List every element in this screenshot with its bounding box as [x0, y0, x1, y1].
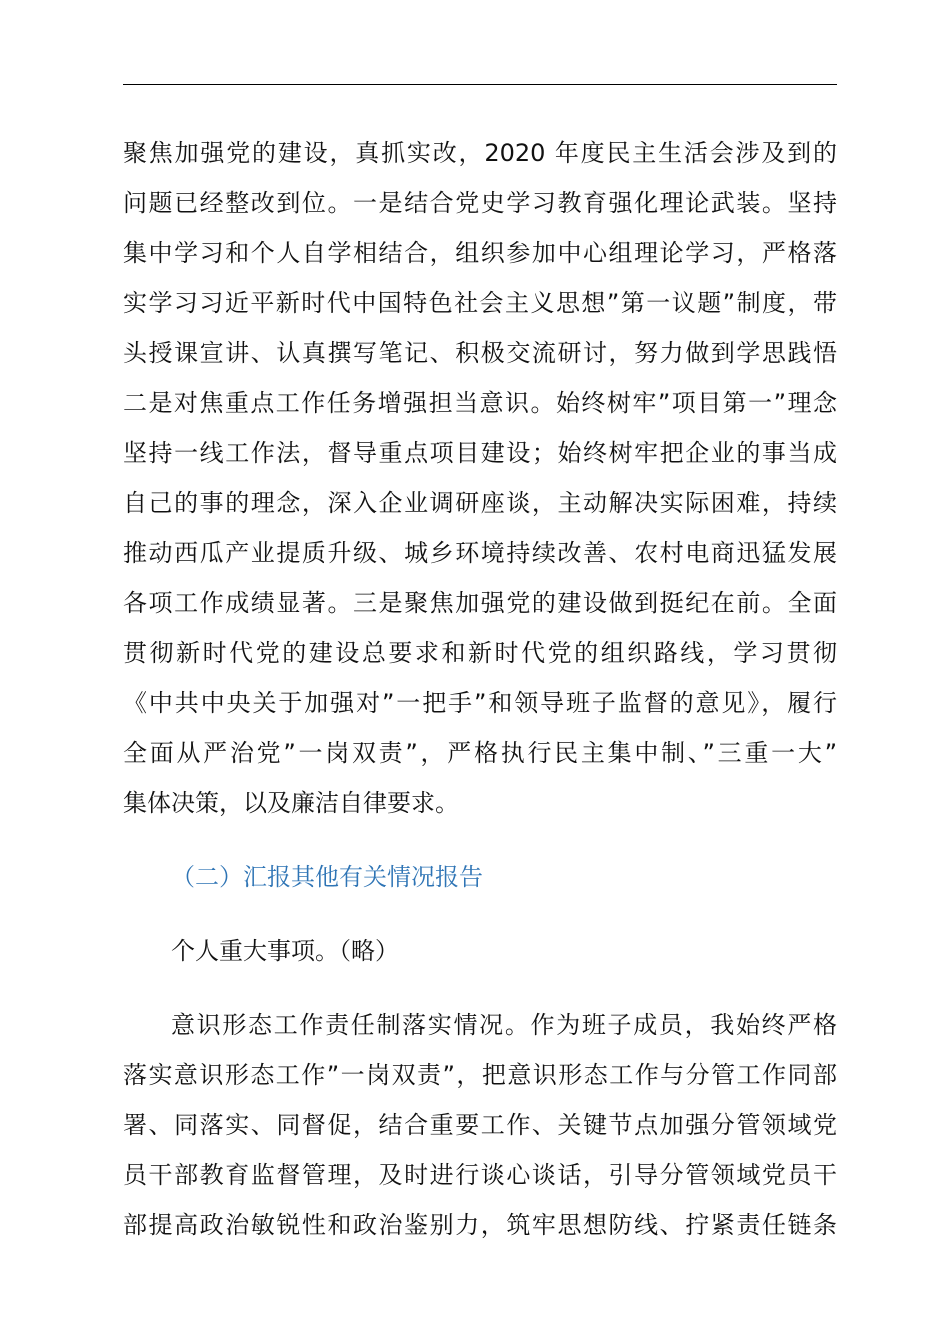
header-rule — [123, 84, 837, 85]
text-line: 部提高政治敏锐性和政治鉴别力，筑牢思想防线、拧紧责任链条 — [123, 1211, 837, 1239]
document-body — [123, 128, 837, 1250]
text-line: 意识形态工作责任制落实情况。作为班子成员，我始终严格 — [171, 1011, 837, 1039]
text-line: 全面从严治党”一岗双责”，严格执行民主集中制、”三重一大” — [123, 739, 837, 767]
text-line: 头授课宣讲、认真撰写笔记、积极交流研讨，努力做到学思践悟 — [123, 339, 837, 367]
section-heading: （二）汇报其他有关情况报告 — [171, 863, 483, 891]
text-line: 实学习习近平新时代中国特色社会主义思想”第一议题”制度，带 — [123, 289, 837, 317]
text-line: 问题已经整改到位。一是结合党史学习教育强化理论武装。坚持 — [123, 189, 837, 217]
paragraph-personal-matters: 个人重大事项。（略） — [171, 937, 399, 965]
paragraph-spacer — [123, 828, 837, 852]
text-line: 坚持一线工作法，督导重点项目建设；始终树牢把企业的事当成 — [123, 439, 837, 467]
paragraph-spacer — [123, 976, 837, 1000]
text-line: 推动西瓜产业提质升级、城乡环境持续改善、农村电商迅猛发展 — [123, 539, 837, 567]
text-line: 自己的事的理念，深入企业调研座谈，主动解决实际困难，持续 — [123, 489, 837, 517]
text-line: 聚焦加强党的建设，真抓实改，2020 年度民主生活会涉及到的 — [123, 139, 837, 167]
text-line: 集中学习和个人自学相结合，组织参加中心组理论学习，严格落 — [123, 239, 837, 267]
text-line: 各项工作成绩显著。三是聚焦加强党的建设做到挺纪在前。全面 — [123, 589, 837, 617]
text-line: 贯彻新时代党的建设总要求和新时代党的组织路线，学习贯彻 — [123, 639, 837, 667]
paragraph-ideology-work — [123, 1000, 837, 1250]
text-line: 《中共中央关于加强对”一把手”和领导班子监督的意见》，履行 — [123, 689, 837, 717]
paragraph-party-building — [123, 128, 837, 828]
text-line: 署、同落实、同督促，结合重要工作、关键节点加强分管领域党 — [123, 1111, 837, 1139]
text-line: 落实意识形态工作”一岗双责”，把意识形态工作与分管工作同部 — [123, 1061, 837, 1089]
text-line: 集体决策，以及廉洁自律要求。 — [123, 789, 459, 817]
text-line: 二是对焦重点工作任务增强担当意识。始终树牢”项目第一”理念 — [123, 389, 837, 417]
paragraph-spacer — [123, 902, 837, 926]
text-line: 员干部教育监督管理，及时进行谈心谈话，引导分管领域党员干 — [123, 1161, 837, 1189]
